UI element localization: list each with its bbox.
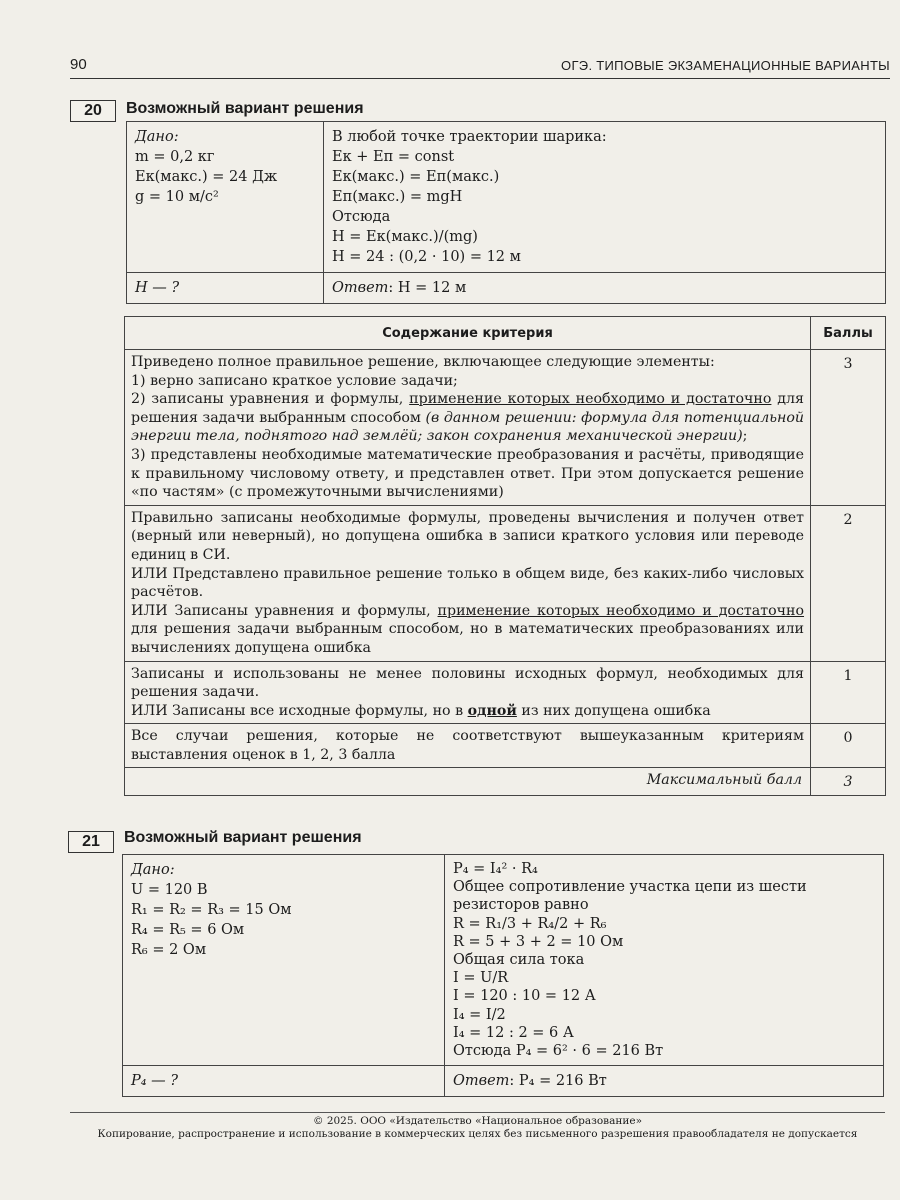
- criteria-emphasis: одной: [467, 702, 517, 719]
- criteria-text-part: ;: [742, 428, 748, 445]
- task-21-solution-table: [122, 854, 884, 1097]
- criteria-underlined: применение которых необходимо и достаточно: [409, 391, 772, 408]
- find-value: P₄ — ?: [131, 1073, 179, 1090]
- solution-line: Общая сила тока: [453, 952, 585, 969]
- criteria-header-score: Баллы: [811, 317, 886, 350]
- criteria-italic: (в данном решении: формула для потенциальной энергии тела, поднятого над землёй; закон сохранения механической энергии): [131, 409, 804, 445]
- solution-line: В любой точке траектории шарика:: [332, 129, 607, 145]
- task-21-number: 21: [68, 831, 114, 853]
- given-label: Дано:: [131, 862, 175, 878]
- given-line: Eк(макс.) = 24 Дж: [135, 169, 278, 185]
- page-number: 90: [70, 56, 87, 73]
- criteria-text: 1) верно записано краткое условие задачи;: [131, 372, 458, 389]
- criteria-row-3: [125, 350, 886, 506]
- task-21-title: Возможный вариант решения: [124, 829, 362, 846]
- solution-line: I₄ = 12 : 2 = 6 А: [453, 1024, 574, 1041]
- criteria-text-part: для решения задачи выбранным способом: [131, 391, 804, 426]
- solution-line: I = U/R: [453, 970, 509, 987]
- criteria-text-part: из них допущена ошибка: [516, 702, 711, 719]
- criteria-text: ИЛИ Представлено правильное решение только в общем виде, без каких-либо числовых расчётов.: [131, 565, 804, 601]
- solution-line: Eп(макс.) = mgH: [332, 189, 463, 205]
- max-score-label: Максимальный балл: [125, 768, 811, 796]
- given-line: m = 0,2 кг: [135, 149, 215, 165]
- answer-label: Ответ: [453, 1073, 510, 1090]
- criteria-max-row: [125, 768, 886, 796]
- solution-line: H = Eк(макс.)/(mg): [332, 229, 478, 245]
- solution-line: P₄ = I₄² · R₄: [453, 861, 538, 877]
- criteria-text-part: 2) записаны уравнения и формулы,: [131, 391, 410, 408]
- running-title: ОГЭ. ТИПОВЫЕ ЭКЗАМЕНАЦИОННЫЕ ВАРИАНТЫ: [561, 58, 890, 73]
- solution-line: Отсюда: [332, 209, 391, 225]
- answer-value: : H = 12 м: [388, 280, 467, 296]
- task-20-number: 20: [70, 100, 116, 122]
- criteria-row-2: [125, 505, 886, 661]
- task-21-find-cell: [123, 1066, 445, 1097]
- task-20-solution-table: [126, 121, 886, 304]
- find-value: H — ?: [135, 280, 180, 296]
- task-21-given-cell: [123, 855, 445, 1066]
- task-20-solution-cell: [324, 122, 886, 273]
- criteria-text-part: ИЛИ Записаны все исходные формулы, но в: [131, 702, 468, 719]
- criteria-text: [131, 702, 804, 721]
- criteria-text: Правильно записаны необходимые формулы, проведены вычисления и получен ответ (верный или неверный), но допущена ошибка в записи краткого условия или переводе единиц в СИ.: [131, 509, 804, 563]
- solution-line: Eк(макс.) = Eп(макс.): [332, 169, 500, 185]
- task-21-solution-cell: [445, 855, 884, 1066]
- solution-line: I₄ = I/2: [453, 1006, 506, 1023]
- solution-line: Отсюда P₄ = 6² · 6 = 216 Вт: [453, 1043, 664, 1060]
- answer-value: : P₄ = 216 Вт: [509, 1073, 607, 1090]
- criteria-table: [124, 316, 886, 796]
- solution-line: Eк + Eп = const: [332, 149, 455, 165]
- task-20-title: Возможный вариант решения: [126, 100, 364, 117]
- criteria-score: 2: [811, 505, 886, 661]
- given-line: U = 120 В: [131, 882, 208, 898]
- criteria-text: 3) представлены необходимые математические преобразования и расчёты, приводящие к правильному числовому ответу, и представлен ответ. При этом допускается решение «по частям» (с промежуточными вычислениями): [131, 446, 804, 501]
- criteria-row-0: [125, 724, 886, 768]
- given-label: Дано:: [135, 129, 179, 145]
- solution-line: R = 5 + 3 + 2 = 10 Ом: [453, 933, 624, 950]
- task-21-answer-cell: [445, 1066, 884, 1097]
- criteria-row-1: [125, 661, 886, 724]
- given-line: g = 10 м/с²: [135, 189, 219, 205]
- copyright-line: © 2025. ООО «Издательство «Национальное образование»: [312, 1115, 642, 1127]
- criteria-score: 0: [811, 724, 886, 768]
- solution-line: Общее сопротивление участка цепи из шести резисторов равно: [453, 879, 807, 914]
- criteria-header-content: Содержание критерия: [125, 317, 811, 350]
- page-footer: [70, 1112, 885, 1141]
- solution-line: R = R₁/3 + R₄/2 + R₆: [453, 915, 607, 932]
- criteria-text: Записаны и использованы не менее половины исходных формул, необходимых для решения задачи.: [131, 665, 804, 701]
- solution-line: H = 24 : (0,2 · 10) = 12 м: [332, 249, 521, 265]
- criteria-text: Приведено полное правильное решение, включающее следующие элементы:: [131, 354, 715, 370]
- criteria-text-part: для решения задачи выбранным способом, но в математических преобразованиях или вычислениях допущена ошибка: [131, 621, 804, 656]
- task-20-find-cell: [127, 273, 324, 304]
- max-score-value: 3: [811, 768, 886, 796]
- criteria-score: 3: [811, 350, 886, 506]
- given-line: R₆ = 2 Ом: [131, 942, 207, 958]
- answer-label: Ответ: [332, 280, 389, 296]
- copyright-notice: Копирование, распространение и использование в коммерческих целях без письменного разрешения правообладателя не допускается: [97, 1128, 858, 1140]
- criteria-underlined: применение которых необходимо и достаточно: [437, 602, 805, 619]
- page-header: [70, 56, 890, 79]
- given-line: R₁ = R₂ = R₃ = 15 Ом: [131, 902, 292, 918]
- criteria-text-part: ИЛИ Записаны уравнения и формулы,: [131, 602, 438, 619]
- solution-line: I = 120 : 10 = 12 А: [453, 988, 596, 1005]
- given-line: R₄ = R₅ = 6 Ом: [131, 922, 245, 938]
- criteria-text: Все случаи решения, которые не соответствуют вышеуказанным критериям выставления оценок в 1, 2, 3 балла: [131, 728, 804, 763]
- task-20-answer-cell: [324, 273, 886, 304]
- criteria-text: [131, 602, 804, 658]
- criteria-text: [131, 390, 804, 446]
- task-20-given-cell: [127, 122, 324, 273]
- criteria-score: 1: [811, 661, 886, 724]
